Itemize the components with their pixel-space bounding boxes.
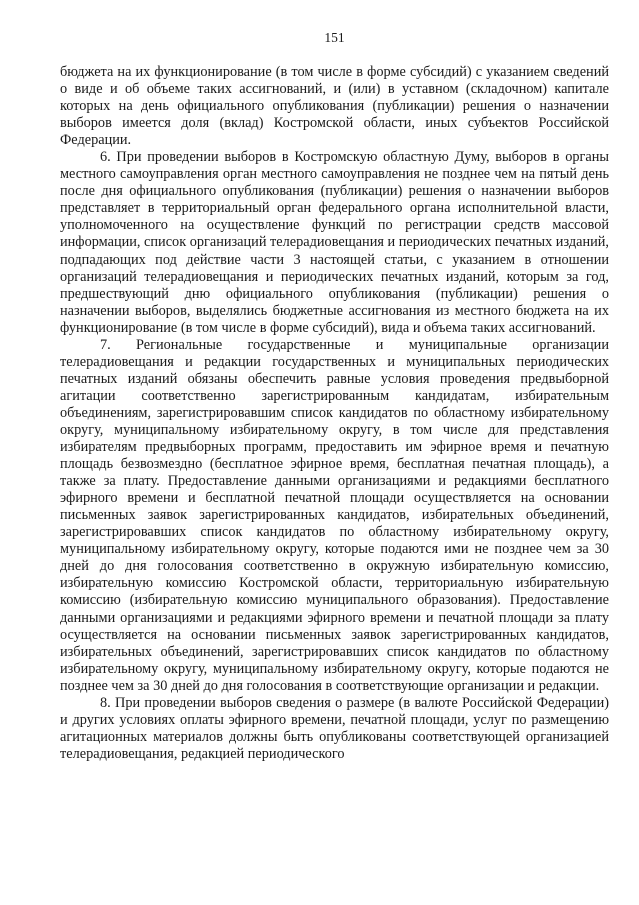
paragraph-7: 7. Региональные государственные и муниципальные организации телерадиовещания и редакции государственных и муниципальных периодических печатных изданий обязаны обеспечить равные условия проведения предвыборной агитации соответственно зарегистрированным кандидатам, избирательным объединениям, зарегистрировавшим список кандидатов по областному избирательному округу, муниципальному избирательному округу, в том числе для представления избирателям предвыборных программ, предоставить им эфирное время и печатную площадь безвозмездно (бесплатное эфирное время, бесплатная печатная площадь), а также за плату. Предоставление данными организациями и редакциями бесплатного эфирного времени и бесплатной печатной площади осуществляется на основании письменных заявок зарегистрированных кандидатов, избирательных объединений, зарегистрировавших список кандидатов по областному избирательному округу, муниципальному избирательному округу, которые подаются ими не позднее чем за 30 дней до дня голосования соответственно в окружную избирательную комиссию, избирательную комиссию Костромской области, территориальную избирательную комиссию (избирательную комиссию муниципального образования). Предоставление данными организациями и редакциями эфирного времени и печатной площади за плату осуществляется на основании письменных заявок зарегистрированных кандидатов, избирательных объединений, зарегистрировавших список кандидатов по областному избирательному округу, муниципальному избирательному округу, которые подаются не позднее чем за 30 дней до дня голосования в соответствующие организации и редакции. [60, 336, 609, 694]
paragraph-continuation: бюджета на их функционирование (в том числе в форме субсидий) с указанием сведений о виде и об объеме таких ассигнований, и (или) в уставном (складочном) капитале которых на день официального опубликования (публикации) решения о назначении выборов имеется доля (вклад) Костромской области, иных субъектов Российской Федерации. [60, 64, 609, 149]
document-body [60, 64, 609, 763]
paragraph-6: 6. При проведении выборов в Костромскую областную Думу, выборов в органы местного самоуправления орган местного самоуправления не позднее чем на пятый день после дня официального опубликования (публикации) решения о назначении выборов представляет в территориальный орган федерального органа исполнительной власти, уполномоченного на осуществление функций по регистрации средств массовой информации, список организаций телерадиовещания и периодических печатных изданий, подпадающих под действие части 3 настоящей статьи, с указанием в отношении организаций телерадиовещания и периодических печатных изданий, которым за год, предшествующий дню официального опубликования (публикации) решения о назначении выборов, выделялись бюджетные ассигнования из местного бюджета на их функционирование (в том числе в форме субсидий), вида и объема таких ассигнований. [60, 149, 609, 336]
page-number: 151 [324, 30, 345, 45]
paragraph-8: 8. При проведении выборов сведения о размере (в валюте Российской Федерации) и других условиях оплаты эфирного времени, печатной площади, услуг по размещению агитационных материалов должны быть опубликованы соответствующей организацией телерадиовещания, редакцией периодического [60, 694, 609, 762]
